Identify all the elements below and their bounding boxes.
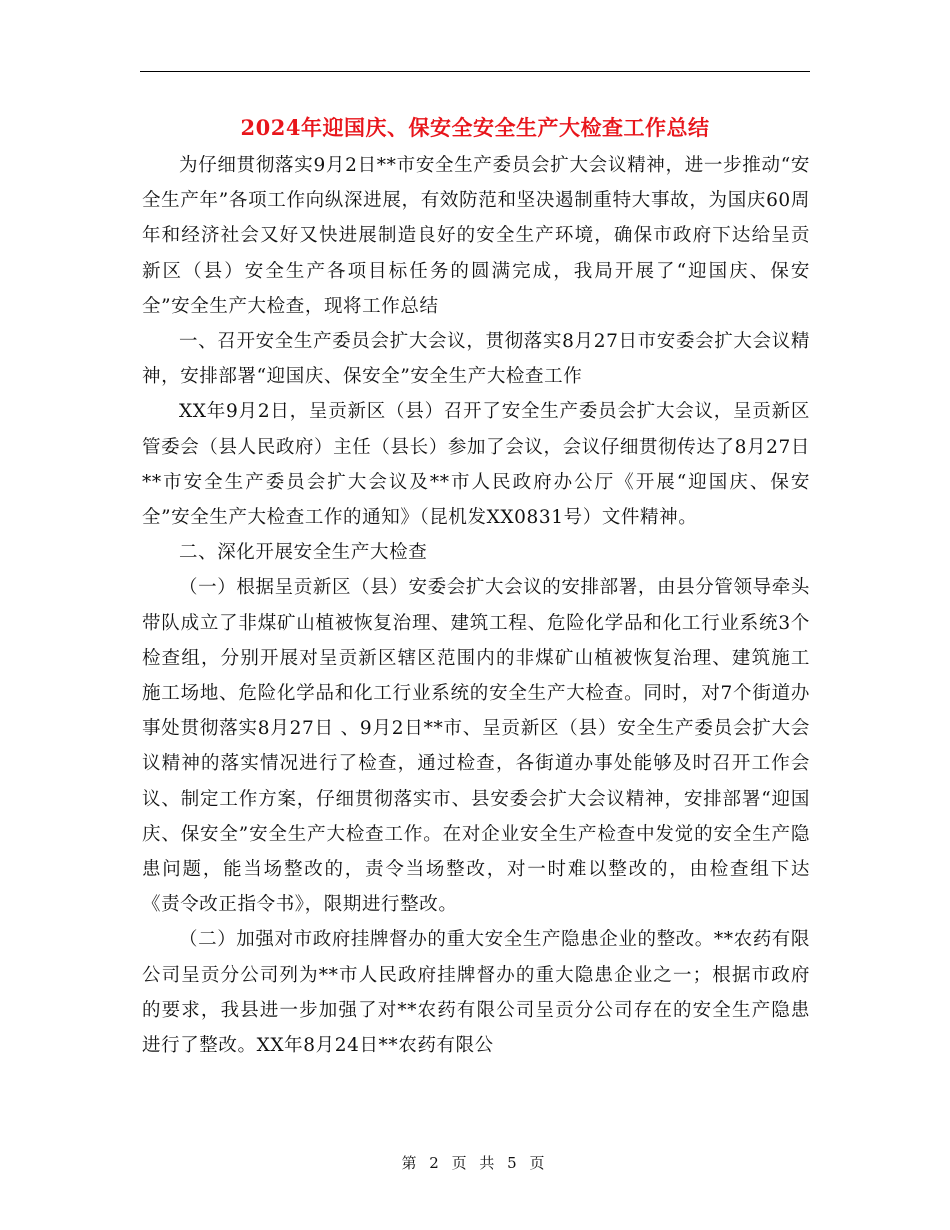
document-title: 2024年迎国庆、保安全安全生产大检查工作总结 bbox=[240, 115, 710, 140]
document-body bbox=[142, 148, 810, 1063]
paragraph-heading-2: 二、深化开展安全生产大检查 bbox=[179, 542, 428, 564]
paragraph-item-1: （一）根据呈贡新区（县）安委会扩大会议的安排部署，由县分管领导牵头带队成立了非煤矿山植被恢复治理、建筑工程、危险化学品和化工行业系统3个检查组，分别开展对呈贡新区辖区范围内的非煤矿山植被恢复治理、建筑施工施工场地、危险化学品和化工行业系统的安全生产大检查。同时，对7个街道办事处贯彻落实8月27日 、9月2日**市、呈贡新区（县）安全生产委员会扩大会议精神的落实情况进行了检查，通过检查，各街道办事处能够及时召开工作会议、制定工作方案，仔细贯彻落实市、县安委会扩大会议精神，安排部署“迎国庆、保安全”安全生产大检查工作。在对企业安全生产检查中发觉的安全生产隐患问题，能当场整改的，责令当场整改，对一时难以整改的，由检查组下达《责令改正指令书》，限期进行整改。 bbox=[142, 577, 810, 916]
paragraph-meeting: XX年9月2日，呈贡新区（县）召开了安全生产委员会扩大会议，呈贡新区管委会（县人民政府）主任（县长）参加了会议，会议仔细贯彻传达了8月27日**市安全生产委员会扩大会议及**市人民政府办公厅《开展“迎国庆、保安全”安全生产大检查工作的通知》（昆机发XX0831号）文件精神。 bbox=[142, 401, 810, 529]
paragraph-heading-1: 一、召开安全生产委员会扩大会议，贯彻落实8月27日市安委会扩大会议精神，安排部署“迎国庆、保安全”安全生产大检查工作 bbox=[142, 331, 810, 388]
header-rule bbox=[140, 71, 810, 72]
paragraph-intro: 为仔细贯彻落实9月2日**市安全生产委员会扩大会议精神，进一步推动“安全生产年”各项工作向纵深进展，有效防范和坚决遏制重特大事故，为国庆60周年和经济社会又好又快进展制造良好的安全生产环境，确保市政府下达给呈贡新区（县）安全生产各项目标任务的圆满完成，我局开展了“迎国庆、保安全”安全生产大检查，现将工作总结 bbox=[142, 155, 810, 317]
page-number: 第 2 页 共 5 页 bbox=[401, 1154, 549, 1172]
paragraph-item-2: （二）加强对市政府挂牌督办的重大安全生产隐患企业的整改。**农药有限公司呈贡分公司列为**市人民政府挂牌督办的重大隐患企业之一；根据市政府的要求，我县进一步加强了对**农药有限公司呈贡分公司存在的安全生产隐患进行了整改。XX年8月24日**农药有限公 bbox=[142, 929, 810, 1057]
